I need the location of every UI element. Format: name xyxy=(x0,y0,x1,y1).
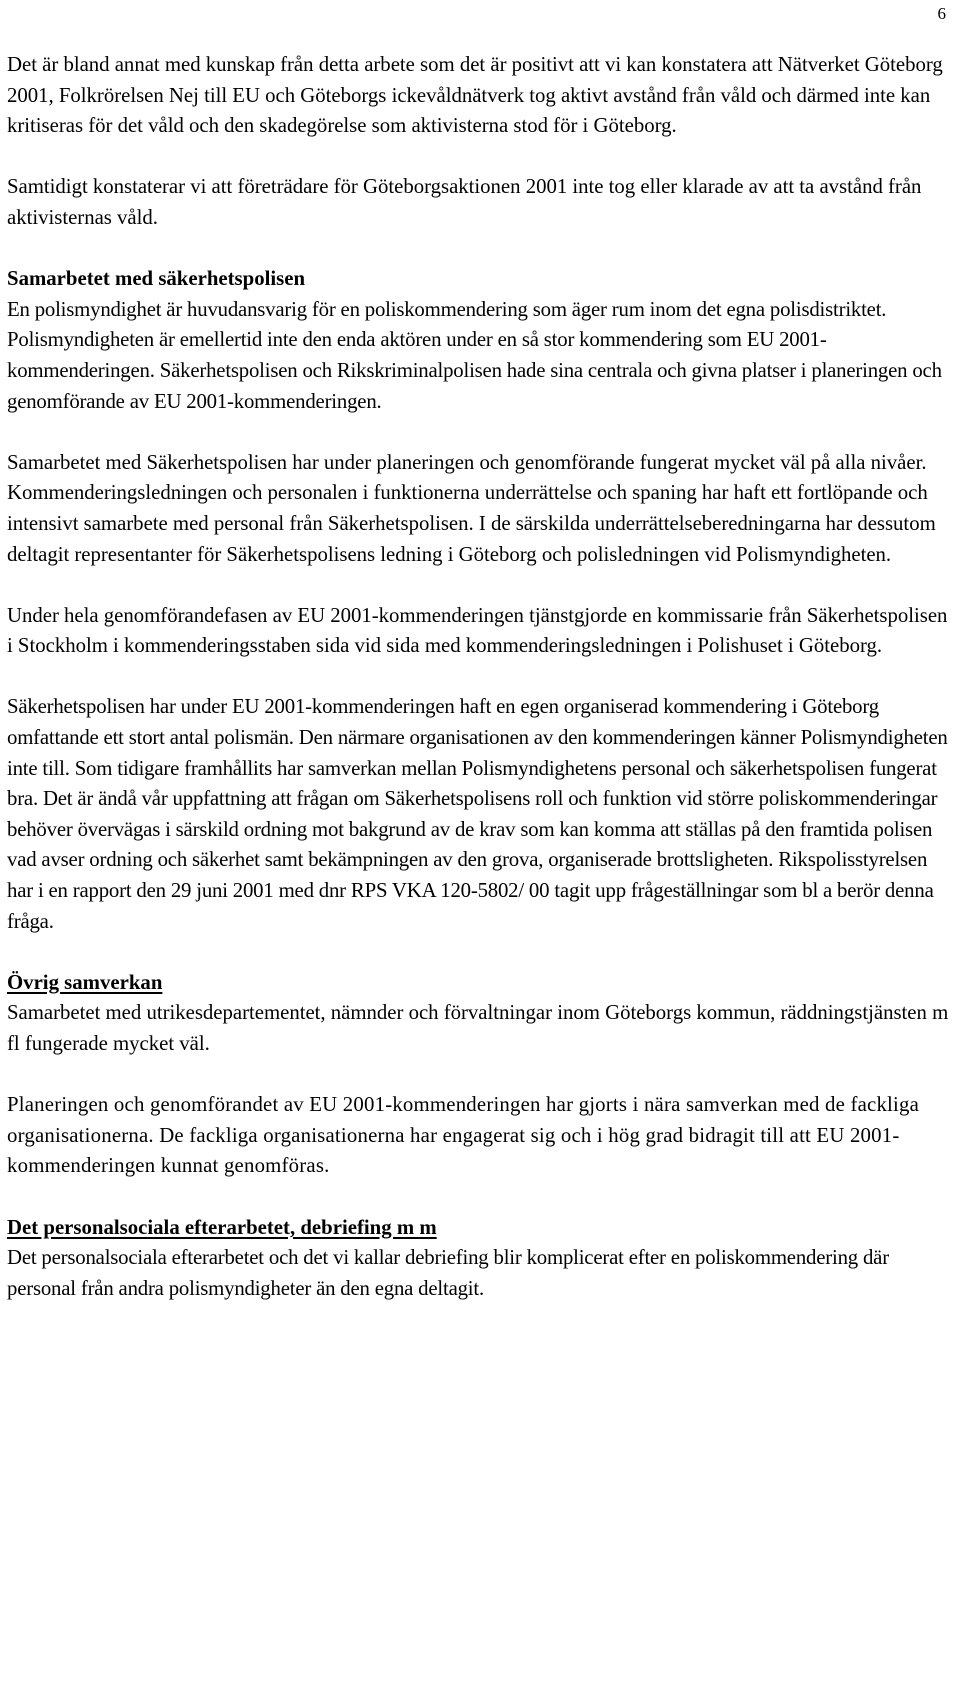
paragraph-polismyndighet-ansvar: En polismyndighet är huvudansvarig för en poliskommendering som äger rum inom det egna polisdistriktet. Polismyndigheten är emellertid inte den enda aktören under en så stor kommendering som EU 2001-kommenderingen. Säkerhetspolisen och Rikskriminalpolisen hade sina centrala och givna platser i planeringen och genomförande av EU 2001-kommenderingen. xyxy=(7,297,942,413)
paragraph-samarbete-alla-nivaer: Samarbetet med Säkerhetspolisen har under planeringen och genomförande fungerat mycket väl på alla nivåer. Kommenderingsledningen och personalen i funktionerna underrättelse och spaning har haft ett fortlöpande och intensivt samarbete med personal från Säkerhetspolisen. I de särskilda underrättelseberedningarna har dessutom deltagit representanter för Säkerhetspolisens ledning i Göteborg och polisledningen vid Polismyndigheten. xyxy=(7,450,936,566)
heading-ovrig-samverkan: Övrig samverkan xyxy=(7,970,163,994)
heading-personalsociala-efterarbetet: Det personalsociala efterarbetet, debriefing m m xyxy=(7,1215,437,1239)
paragraph-goteborgsaktionen: Samtidigt konstaterar vi att företrädare för Göteborgsaktionen 2001 inte tog eller klarade av att ta avstånd från aktivisternas våld. xyxy=(7,175,922,229)
paragraph-debriefing: Det personalsociala efterarbetet och det vi kallar debriefing blir komplicerat efter en poliskommendering där personal från andra polismyndigheter än den egna deltagit. xyxy=(7,1246,889,1300)
page-number: 6 xyxy=(937,4,946,23)
document-body xyxy=(7,50,949,1335)
paragraph-fackliga-organisationer: Planeringen och genomförandet av EU 2001-kommenderingen har gjorts i nära samverkan med de fackliga organisationerna. De fackliga organisationerna har engagerat sig och i hög grad bidragit till att EU 2001-kommenderingen kunnat genomföras. xyxy=(7,1093,920,1178)
section-ovrig-samverkan xyxy=(7,968,949,1060)
section-sakerhetspolisen xyxy=(7,264,949,417)
paragraph-utrikesdepartementet: Samarbetet med utrikesdepartementet, nämnder och förvaltningar inom Göteborgs kommun, räddningstjänsten m fl fungerade mycket väl. xyxy=(7,1001,949,1055)
section-personalsociala xyxy=(7,1213,949,1305)
paragraph-kommissarie-stockholm: Under hela genomförandefasen av EU 2001-kommenderingen tjänstgjorde en kommissarie från Säkerhetspolisen i Stockholm i kommenderingsstaben sida vid sida med kommenderingsledningen i Polishuset i Göteborg. xyxy=(7,603,948,658)
paragraph-nvg-distancing: Det är bland annat med kunskap från detta arbete som det är positivt att vi kan konstatera att Nätverket Göteborg 2001, Folkrörelsen Nej till EU och Göteborgs ickevåldnätverk tog aktivt avstånd från våld och därmed inte kan kritiseras för det våld och den skadegörelse som aktivisterna stod för i Göteborg. xyxy=(7,53,943,138)
heading-samarbetet-sakerhetspolisen: Samarbetet med säkerhetspolisen xyxy=(7,267,306,291)
paragraph-sakerhetspolisens-roll: Säkerhetspolisen har under EU 2001-kommenderingen haft en egen organiserad kommendering i Göteborg omfattande ett stort antal polismän. Den närmare organisationen av den kommenderingen känner Polismyndigheten inte till. Som tidigare framhållits har samverkan mellan Polismyndighetens personal och säkerhetspolisen fungerat bra. Det är ändå vår uppfattning att frågan om Säkerhetspolisens roll och funktion vid större poliskommenderingar behöver övervägas i särskild ordning mot bakgrund av de krav som kan komma att ställas på den framtida polisen vad avser ordning och säkerhet samt bekämpningen av den grova, organiserade brottsligheten. Rikspolisstyrelsen har i en rapport den 29 juni 2001 med dnr RPS VKA 120-5802/ 00 tagit upp frågeställningar som bl a berör denna fråga. xyxy=(7,695,948,933)
